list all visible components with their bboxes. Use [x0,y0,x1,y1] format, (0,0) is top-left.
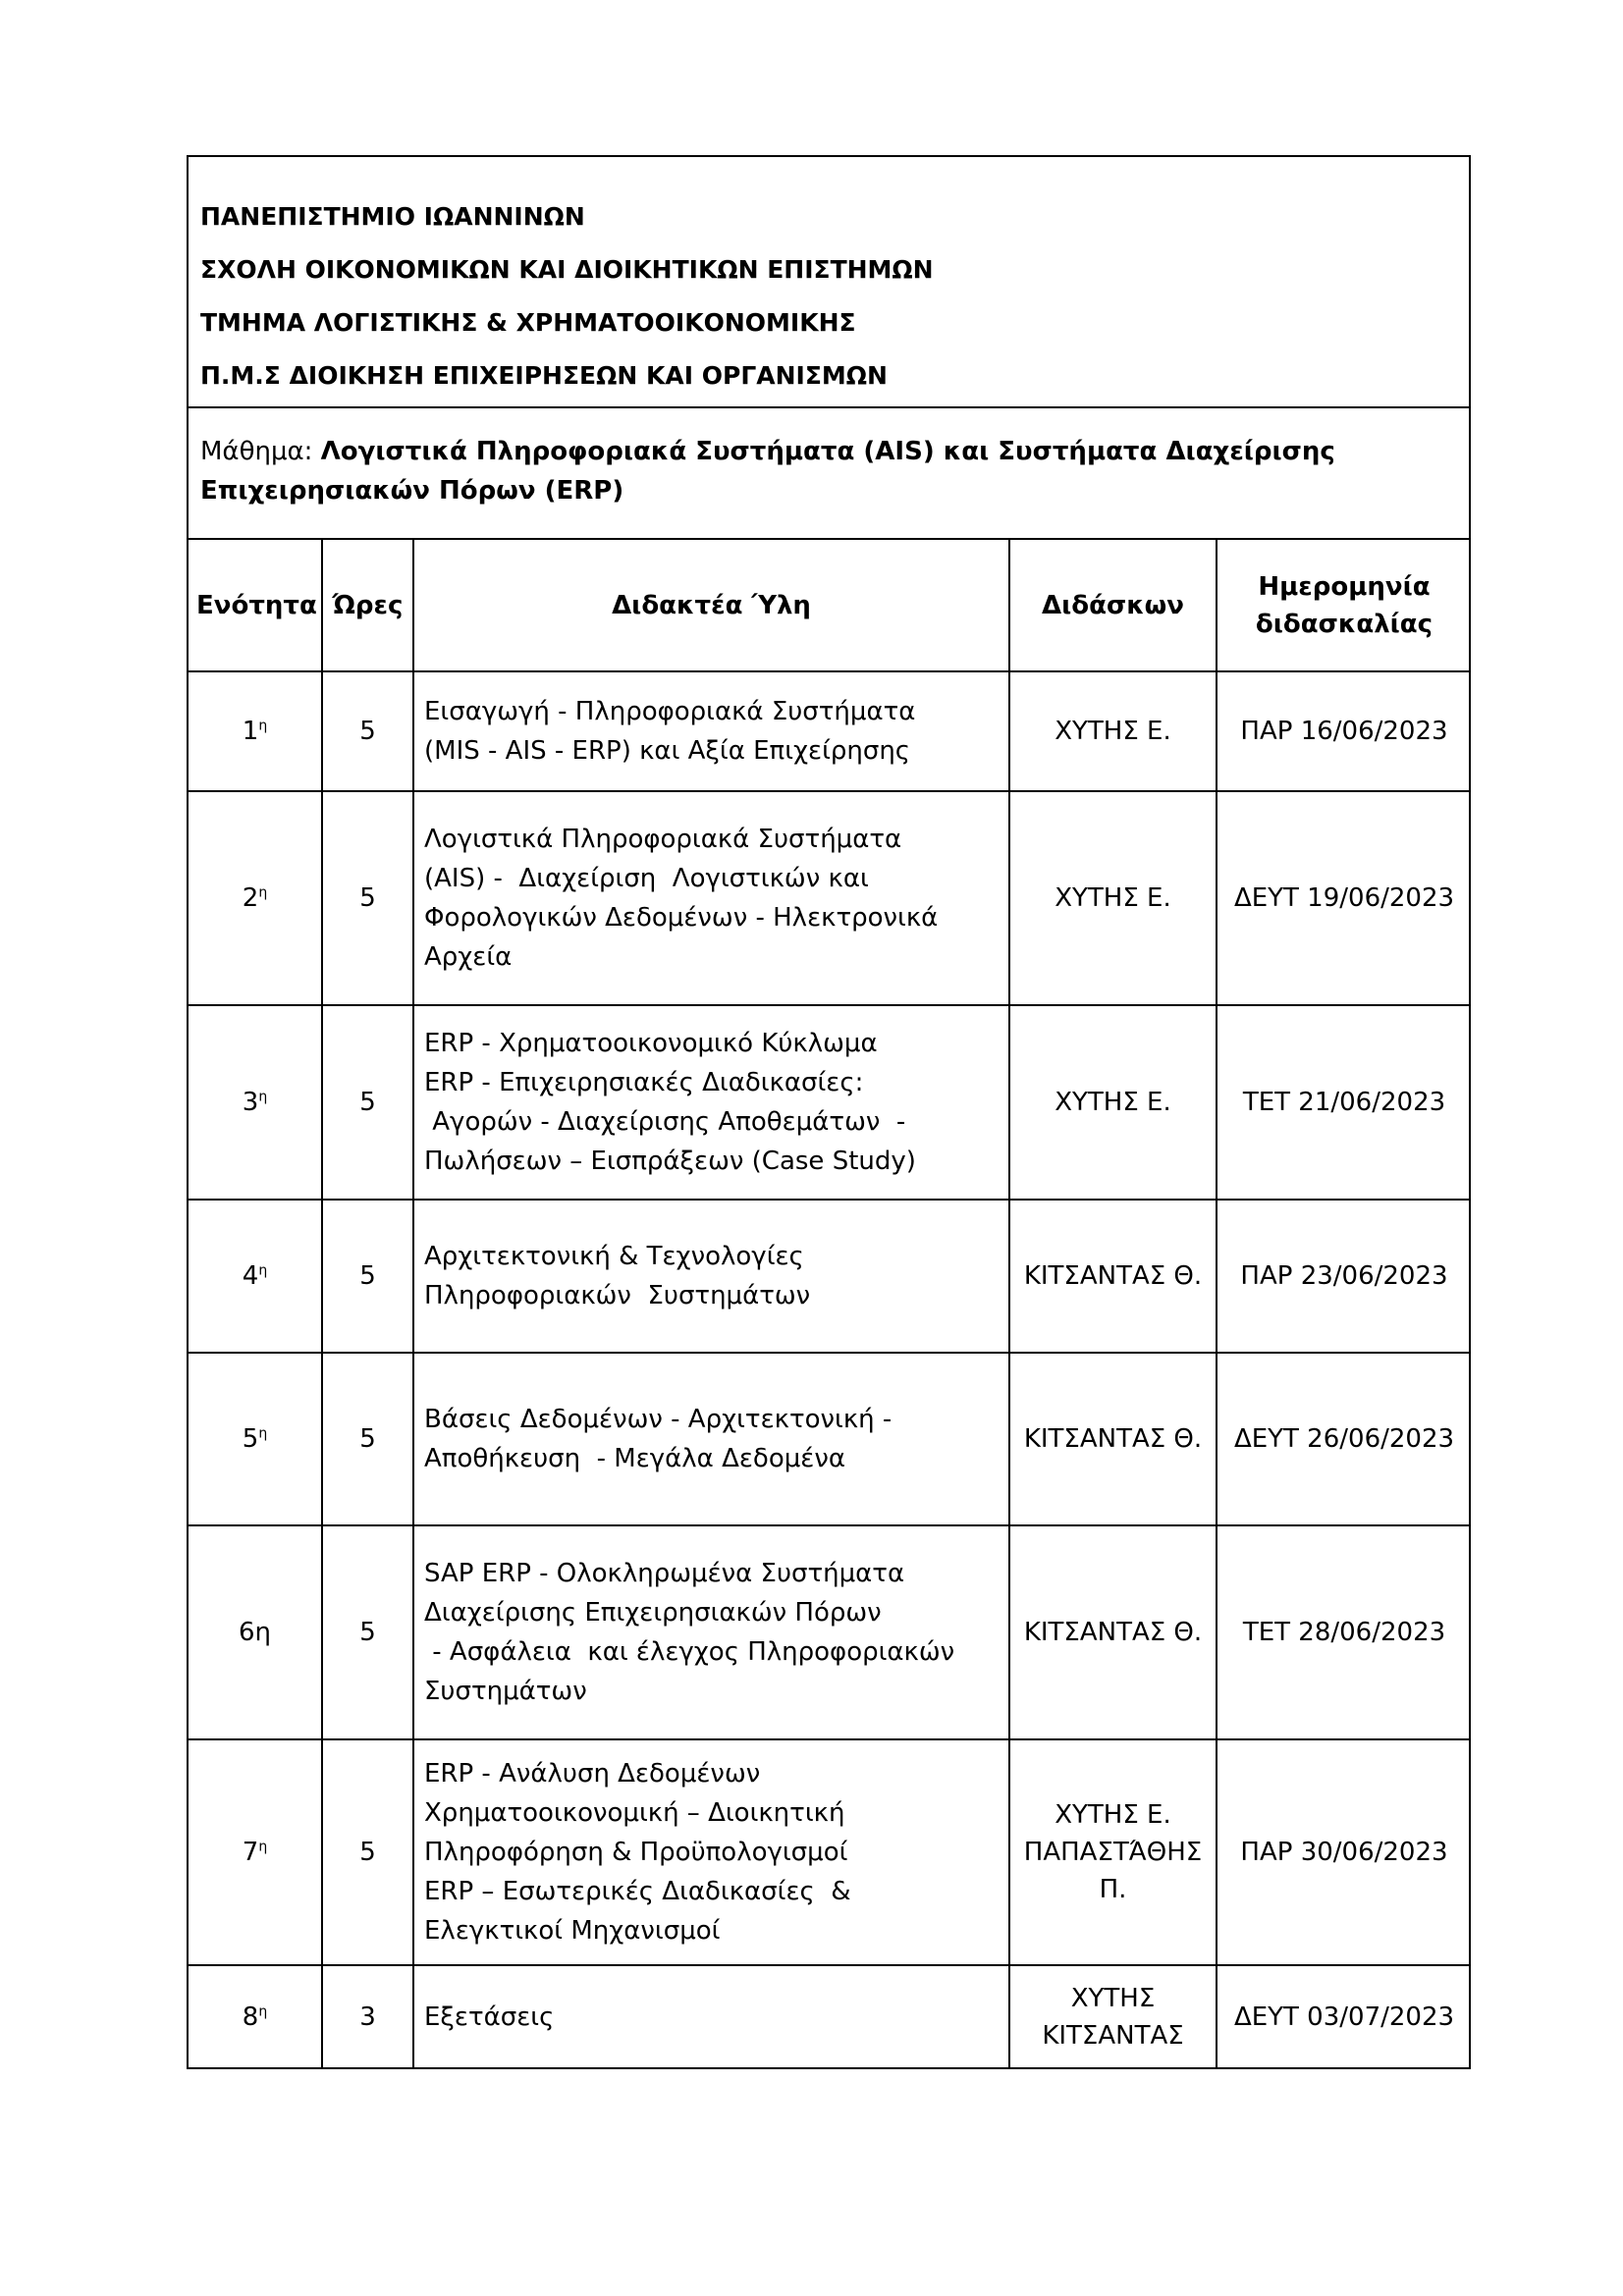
unit-suffix: η [258,718,268,734]
column-header-hours: Ώρες [322,540,413,671]
table-row [189,1965,1471,2067]
unit-cell [189,1353,322,1525]
topic-line: Διαχείρισης Επιχειρησιακών Πόρων [424,1598,882,1628]
table-row [189,1200,1471,1353]
unit-suffix: η [258,1262,268,1279]
course-info [189,408,1469,540]
topic-line: Λογιστικά Πληροφοριακά Συστήματα [424,825,902,854]
instructor-name: ΠΑΠΑΣΤΆΘΗΣ [1023,1838,1203,1867]
hours-cell: 5 [322,1353,413,1525]
unit-suffix: η [258,2002,268,2019]
topic-line: Πωλήσεων – Εισπράξεων (Case Study) [424,1147,916,1176]
instructor-name: ΧΥΤΗΣ Ε. [1055,1800,1171,1830]
topic-line: Αγορών - Διαχείρισης Αποθεμάτων - [424,1107,906,1137]
schedule-table [189,540,1471,2067]
unit-cell [189,1200,322,1353]
topic-line: Αρχιτεκτονική & Τεχνολογίες [424,1242,804,1271]
instructor-cell [1009,791,1217,1005]
instructor-name: ΚΙΤΣΑΝΤΑΣ Θ. [1023,1424,1203,1454]
unit-cell [189,1965,322,2067]
unit-cell [189,1525,322,1739]
instructor-cell [1009,1965,1217,2067]
topic-line: Πληροφοριακών Συστημάτων [424,1281,811,1310]
unit-number: 7 [242,1838,259,1867]
topic-cell [413,1200,1009,1353]
table-row [189,791,1471,1005]
date-cell: ΠΑΡ 16/06/2023 [1217,671,1471,791]
topic-cell [413,1525,1009,1739]
unit-suffix: η [258,1089,268,1105]
hours-cell: 5 [322,1525,413,1739]
topic-line: Βάσεις Δεδομένων - Αρχιτεκτονική - [424,1405,893,1434]
instructor-cell [1009,1005,1217,1200]
table-header-row [189,540,1471,671]
topic-cell [413,671,1009,791]
unit-number: 5 [242,1424,259,1454]
hours-cell: 5 [322,1200,413,1353]
topic-line: Πληροφόρηση & Προϋπολογισμοί [424,1838,848,1867]
unit-number: 3 [242,1088,259,1117]
university-name: ΠΑΝΕΠΙΣΤΗΜΙΟ ΙΩΑΝΝΙΝΩΝ [200,202,585,231]
topic-line: Αποθήκευση - Μεγάλα Δεδομένα [424,1444,845,1473]
instructor-name: ΧΥΤΗΣ [1070,1983,1156,2013]
table-row [189,671,1471,791]
topic-cell [413,1353,1009,1525]
topic-line: ERP - Χρηματοοικονομικό Κύκλωμα [424,1029,878,1058]
table-row [189,1353,1471,1525]
department-name: ΤΜΗΜΑ ΛΟΓΙΣΤΙΚΗΣ & ΧΡΗΜΑΤΟΟΙΚΟΝΟΜΙΚΗΣ [200,308,856,337]
hours-cell: 5 [322,1739,413,1965]
date-cell: ΔΕΥΤ 19/06/2023 [1217,791,1471,1005]
date-cell: ΠΑΡ 30/06/2023 [1217,1739,1471,1965]
unit-number: 6η [238,1618,272,1647]
topic-cell [413,1739,1009,1965]
topic-line: ERP - Ανάλυση Δεδομένων [424,1759,761,1789]
topic-line: Φορολογικών Δεδομένων - Ηλεκτρονικά [424,903,939,933]
topic-cell [413,791,1009,1005]
unit-cell [189,1005,322,1200]
date-cell: ΔΕΥΤ 26/06/2023 [1217,1353,1471,1525]
hours-cell: 3 [322,1965,413,2067]
topic-line: Συστημάτων [424,1677,587,1706]
instructor-name: ΚΙΤΣΑΝΤΑΣ [1042,2020,1184,2051]
instructor-name: ΚΙΤΣΑΝΤΑΣ Θ. [1023,1261,1203,1291]
unit-number: 4 [242,1261,259,1291]
topic-line: Ελεγκτικοί Μηχανισμοί [424,1916,721,1946]
unit-number: 8 [242,2002,259,2032]
instructor-name: ΧΥΤΗΣ Ε. [1055,883,1171,913]
topic-line: - Ασφάλεια και έλεγχος Πληροφοριακών [424,1637,955,1667]
date-cell: ΤΕΤ 28/06/2023 [1217,1525,1471,1739]
instructor-name: Π. [1099,1875,1127,1904]
hours-cell: 5 [322,1005,413,1200]
topic-line: Εισαγωγή - Πληροφοριακά Συστήματα [424,697,916,726]
table-row [189,1005,1471,1200]
topic-line: ERP – Εσωτερικές Διαδικασίες & [424,1877,851,1906]
unit-number: 2 [242,883,259,913]
unit-number: 1 [242,717,259,746]
institution-header [189,157,1469,408]
topic-line: Εξετάσεις [424,2002,555,2032]
unit-cell [189,791,322,1005]
instructor-cell [1009,1525,1217,1739]
instructor-cell [1009,1739,1217,1965]
date-cell: ΠΑΡ 23/06/2023 [1217,1200,1471,1353]
column-header-topic: Διδακτέα Ύλη [413,540,1009,671]
date-cell: ΔΕΥΤ 03/07/2023 [1233,2002,1455,2032]
program-name: Π.Μ.Σ ΔΙΟΙΚΗΣΗ ΕΠΙΧΕΙΡΗΣΕΩΝ ΚΑΙ ΟΡΓΑΝΙΣΜΩΝ [200,361,888,390]
syllabus-sheet [187,155,1471,2069]
date-cell: ΤΕΤ 21/06/2023 [1217,1005,1471,1200]
school-name: ΣΧΟΛΗ ΟΙΚΟΝΟΜΙΚΩΝ ΚΑΙ ΔΙΟΙΚΗΤΙΚΩΝ ΕΠΙΣΤΗΜΩΝ [200,255,934,284]
hours-cell: 5 [322,671,413,791]
topic-line: (AIS) - Διαχείριση Λογιστικών και [424,864,869,893]
instructor-name: ΚΙΤΣΑΝΤΑΣ Θ. [1023,1618,1203,1647]
hours-cell: 5 [322,791,413,1005]
instructor-cell [1009,1353,1217,1525]
unit-suffix: η [258,884,268,901]
topic-line: SAP ERP - Ολοκληρωμένα Συστήματα [424,1559,905,1588]
course-label: Μάθημα: [200,437,321,466]
topic-cell [413,1005,1009,1200]
unit-suffix: η [258,1425,268,1442]
instructor-name: ΧΥΤΗΣ Ε. [1055,717,1171,746]
topic-line: (MIS - AIS - ERP) και Αξία Επιχείρησης [424,736,911,766]
instructor-cell [1009,1200,1217,1353]
topic-cell [413,1965,1009,2067]
instructor-name: ΧΥΤΗΣ Ε. [1055,1088,1171,1117]
unit-cell [189,1739,322,1965]
unit-cell [189,671,322,791]
topic-line: Αρχεία [424,942,513,972]
topic-line: Χρηματοοικονομική – Διοικητική [424,1798,845,1828]
topic-line: ERP - Επιχειρησιακές Διαδικασίες: [424,1068,864,1097]
column-header-date: Ημερομηνία διδασκαλίας [1217,540,1471,671]
instructor-cell [1009,671,1217,791]
table-row [189,1525,1471,1739]
column-header-instructor: Διδάσκων [1009,540,1217,671]
table-row [189,1739,1471,1965]
course-title: Λογιστικά Πληροφοριακά Συστήματα (AIS) και Συστήματα Διαχείρισης Επιχειρησιακών Πόρων (ERP) [200,437,1335,506]
column-header-unit: Ενότητα [189,540,322,671]
unit-suffix: η [258,1839,268,1855]
